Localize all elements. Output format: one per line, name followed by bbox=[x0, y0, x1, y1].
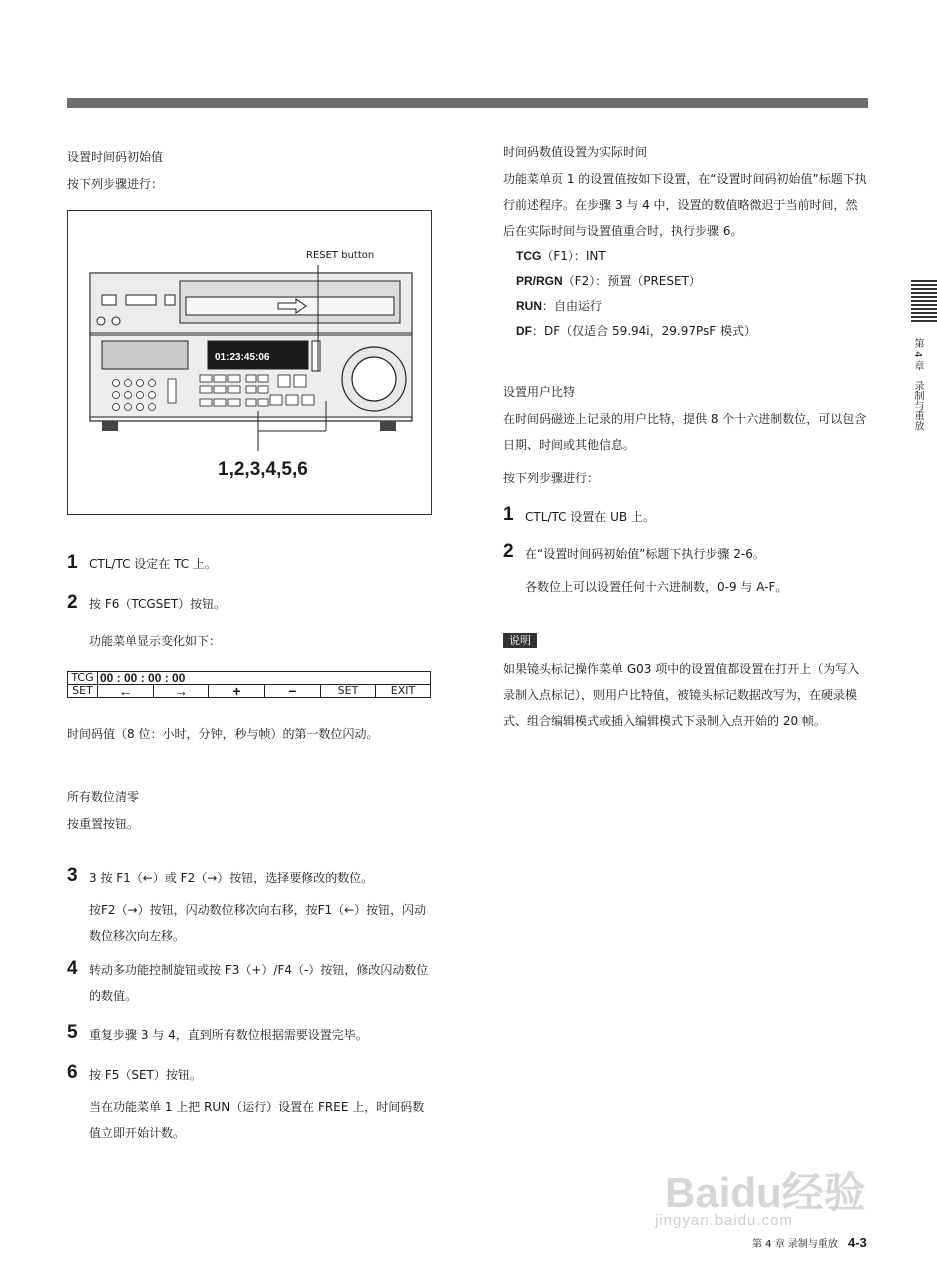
header-rule bbox=[67, 98, 868, 108]
menu-timecode-value: 00 : 00 : 00 : 00 bbox=[100, 671, 186, 685]
vtr-figure bbox=[67, 210, 432, 515]
menu-key-f5: SET bbox=[321, 685, 376, 697]
step-text: CTL/TC 设置在 UB 上。 bbox=[525, 510, 655, 524]
menu-key-f3: + bbox=[209, 685, 265, 697]
chapter-tab-label: 第 4 章 录制与重放 bbox=[912, 338, 923, 431]
step-number: 2 bbox=[503, 541, 514, 562]
section-paragraph: 在时间码磁迹上记录的用户比特，提供 8 个十六进制数位，可以包含日期、时间或其他信息。 bbox=[503, 412, 867, 452]
setting-row: PR/RGN（F2）：预置（PRESET） bbox=[516, 274, 701, 288]
intro-text: 按下列步骤进行： bbox=[503, 471, 600, 485]
note-tag: 说明 bbox=[503, 633, 537, 648]
menu-row-label: TCG bbox=[68, 672, 98, 684]
watermark-url: jingyan.baidu.com bbox=[655, 1212, 793, 1229]
menu-key-f4: − bbox=[265, 685, 321, 697]
note-text: 如果镜头标记操作菜单 G03 项中的设置值都设置在打开上（为写入录制入点标记），则用户比特值，被镜头标记数据改写为，在硬录模式、组合编辑模式或插入编辑模式下录制入点开始的 20 帧。 bbox=[503, 662, 860, 728]
step-text: 按 F5（SET）按钮。 bbox=[89, 1068, 202, 1082]
step-number: 4 bbox=[67, 958, 78, 979]
clear-text: 按重置按钮。 bbox=[67, 817, 140, 831]
page-number: 4-3 bbox=[848, 1235, 867, 1250]
subsection-heading: 所有数位清零 bbox=[67, 790, 140, 804]
menu-note: 功能菜单显示变化如下： bbox=[89, 634, 222, 648]
step-number: 2 bbox=[67, 592, 78, 613]
menu-key-f1: ← bbox=[98, 685, 154, 697]
step-text: 在“设置时间码初始值”标题下执行步骤 2-6。 bbox=[525, 547, 765, 561]
chapter-tab-lines bbox=[911, 280, 937, 324]
blink-note: 时间码值（8 位：小时，分钟，秒与帧）的第一数位闪动。 bbox=[67, 727, 379, 741]
section-heading: 时间码数值设置为实际时间 bbox=[503, 145, 648, 159]
step-text: 转动多功能控制旋钮或按 F3（+）/F4（-）按钮，修改闪动数位的数值。 bbox=[89, 963, 429, 1003]
step-number: 1 bbox=[67, 552, 78, 573]
step-number: 5 bbox=[67, 1022, 78, 1043]
menu-key-f2: → bbox=[154, 685, 209, 697]
function-menu bbox=[67, 671, 431, 698]
menu-key-f6: EXIT bbox=[390, 684, 416, 697]
timecode-display: 01:23:45:06 bbox=[215, 352, 270, 363]
menu-row-label: SET bbox=[68, 685, 98, 697]
step-detail: 各数位上可以设置任何十六进制数，0-9 与 A-F。 bbox=[525, 580, 788, 594]
watermark-brand: Baidu经验 bbox=[665, 1169, 866, 1216]
step-number: 1 bbox=[503, 504, 514, 525]
footer-chapter: 第 4 章 录制与重放 bbox=[752, 1239, 838, 1250]
setting-row: TCG（F1）：INT bbox=[516, 249, 606, 263]
intro-text: 按下列步骤进行： bbox=[67, 177, 164, 191]
reset-button-label: RESET button bbox=[306, 250, 375, 261]
section-paragraph: 功能菜单页 1 的设置值按如下设置，在“设置时间码初始值”标题下执行前述程序。在步骤 3 与 4 中，设置的数值略微迟于当前时间，然后在实际时间与设置值重合时，执行步骤 6。 bbox=[503, 172, 867, 238]
step-text: 按 F6（TCGSET）按钮。 bbox=[89, 597, 227, 611]
setting-row: RUN：自由运行 bbox=[516, 299, 603, 313]
step-detail: 按F2（→）按钮，闪动数位移次向右移，按F1（←）按钮，闪动数位移次向左移。 bbox=[89, 903, 427, 943]
step-text: 重复步骤 3 与 4，直到所有数位根据需要设置完毕。 bbox=[89, 1028, 368, 1042]
step-number: 6 bbox=[67, 1062, 78, 1083]
section-heading: 设置用户比特 bbox=[503, 385, 576, 399]
setting-row: DF：DF（仅适合 59.94i，29.97PsF 模式） bbox=[516, 324, 756, 338]
step-text: CTL/TC 设定在 TC 上。 bbox=[89, 557, 217, 571]
step-number: 3 bbox=[67, 865, 78, 886]
steps-callout: 1,2,3,4,5,6 bbox=[218, 459, 308, 480]
step-detail: 当在功能菜单 1 上把 RUN（运行）设置在 FREE 上，时间码数值立即开始计数。 bbox=[89, 1100, 425, 1140]
section-heading: 设置时间码初始值 bbox=[67, 150, 164, 164]
step-text: 3 按 F1（←）或 F2（→）按钮，选择要修改的数位。 bbox=[89, 871, 374, 885]
